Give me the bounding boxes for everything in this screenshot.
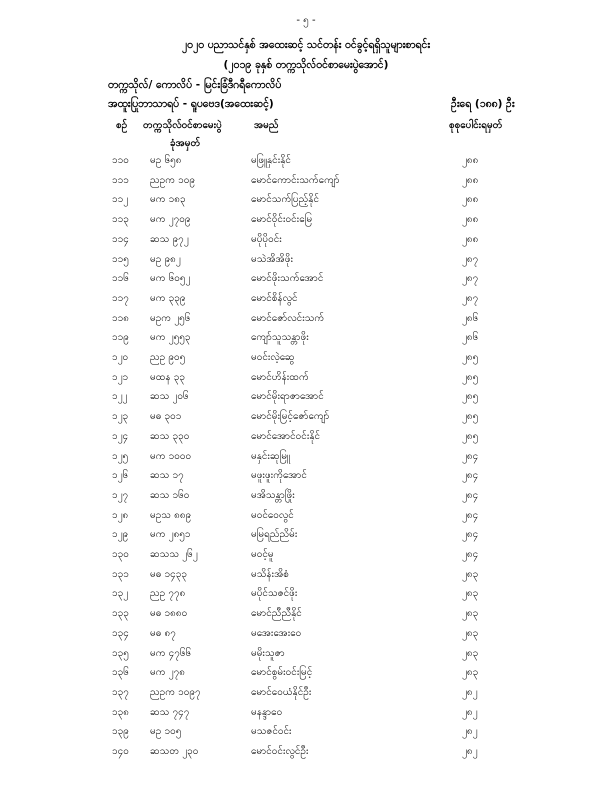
table-row xyxy=(0,604,612,624)
table-row xyxy=(0,663,612,683)
student-name: မောင်ညီညီနိုင် xyxy=(251,608,302,620)
table-row xyxy=(0,269,612,289)
row-number: ၁၂၁ xyxy=(112,371,129,383)
table-row xyxy=(0,151,612,171)
total-score: ၂၈၆ xyxy=(462,332,479,344)
row-number: ၁၂၈ xyxy=(112,509,129,521)
table-row xyxy=(0,210,612,230)
student-name: မောင်ဝေယံနိုင်ဦး xyxy=(251,686,312,698)
student-name: မနန္ဒာဝေ xyxy=(251,706,283,718)
roll-number: ဆသ ၁၇ xyxy=(150,470,184,482)
student-name: မအိသန္တာဖြိုး xyxy=(251,489,295,501)
student-name: မမိုးသူဇာ xyxy=(251,647,285,659)
student-name: မောင်အောင်ဝင်းနိုင် xyxy=(251,430,321,442)
row-number: ၁၃၅ xyxy=(112,647,129,659)
table-row xyxy=(0,486,612,506)
total-score: ၂၈၇ xyxy=(462,273,479,285)
student-name: မပိုင်သဇင်ဖိုး xyxy=(251,588,298,600)
student-name: မအေးအေးဝေ xyxy=(251,627,302,639)
student-name: မသဇင်ဝင်း xyxy=(251,726,292,738)
student-name: မဖူးဖူးကိုအောင် xyxy=(251,470,307,482)
row-number: ၁၃၀ xyxy=(112,549,129,560)
student-name: မသဲအိအိဖိုး xyxy=(251,253,293,265)
total-score: ၂၈၄ xyxy=(462,529,479,541)
roll-number: ဆသ ၇၄၇ xyxy=(150,706,190,718)
roll-number: ဆသ ၂၀၆ xyxy=(150,391,189,403)
student-name: မောင်သက်ပြည့်နိုင် xyxy=(251,194,320,206)
column-header-roll-number-line2: ခုံအမှတ် xyxy=(170,138,201,149)
document-title: ၂၀၂၀ ပညာသင်နှစ် အထေးဆင့် သင်တန်း ဝင်ခွင့်ရရှိသူများစာရင်း xyxy=(182,39,430,51)
total-score: ၂၈၄ xyxy=(462,549,479,560)
college-label: တက္ကသိုလ်/ ကောလိပ် - မြင်းခြံဒီဂရီကောလိပ် xyxy=(108,79,282,91)
student-name: မောင်စိန်လွင် xyxy=(251,292,298,304)
total-score: ၂၈၂ xyxy=(462,686,478,698)
table-row xyxy=(0,624,612,644)
student-name: မနှင်းဆုမြူ xyxy=(251,450,290,462)
row-number: ၁၁၂ xyxy=(112,194,129,206)
roll-number: မဓ ၈၇ xyxy=(150,627,176,639)
row-number: ၁၂၆ xyxy=(112,470,129,482)
roll-number: မဓ ၁၈၈၀ xyxy=(150,608,188,620)
row-number: ၁၁၄ xyxy=(112,233,129,245)
row-number: ၁၃၇ xyxy=(112,686,129,698)
roll-number: မက ၂၇၀၉ xyxy=(150,214,191,226)
table-row xyxy=(0,584,612,604)
roll-number: မဥက ၂၅၆ xyxy=(150,312,191,324)
table-row xyxy=(0,387,612,407)
table-row xyxy=(0,545,612,565)
table-row xyxy=(0,309,612,329)
student-name: မောင်ကောင်းသက်ကျော် xyxy=(251,174,340,186)
total-score: ၂၈၆ xyxy=(462,312,479,324)
results-table xyxy=(0,151,612,763)
total-score: ၂၈၄ xyxy=(462,470,479,482)
roll-number: ဆသတ ၂၃၀ xyxy=(150,746,199,757)
total-score: ၂၈၂ xyxy=(462,706,478,718)
total-score: ၂၈၈ xyxy=(462,155,479,166)
student-name: မသိန်းအိစံ xyxy=(251,568,289,580)
roll-number: မက ၆၀၅၂ xyxy=(150,273,191,285)
row-number: ၁၂၇ xyxy=(112,489,129,501)
row-number: ၁၂၄ xyxy=(112,430,129,442)
student-name: မဝင်းလဲ့ဆွေ xyxy=(251,352,295,363)
row-number: ၁၂၅ xyxy=(112,450,129,462)
page-number: - ၅ - xyxy=(296,15,316,26)
table-row xyxy=(0,722,612,742)
table-row xyxy=(0,644,612,664)
column-header-roll-number: တက္ကသိုလ်ဝင်စာမေးပွဲ xyxy=(143,120,222,131)
total-score: ၂၈၈ xyxy=(462,214,479,226)
table-row xyxy=(0,565,612,585)
roll-number: ဆသ ၁၆၀ xyxy=(150,489,190,501)
roll-number: မဓ ၃၀၁ xyxy=(150,411,182,423)
roll-number: မဥ ၉၈၂ xyxy=(150,253,181,265)
row-number: ၁၁၃ xyxy=(112,214,129,226)
table-row xyxy=(0,703,612,723)
row-number: ၁၃၆ xyxy=(112,667,129,679)
roll-number: ဆသသ ၂၆၂ xyxy=(150,549,198,560)
row-number: ၁၃၃ xyxy=(112,608,129,620)
total-score: ၂၈၃ xyxy=(462,667,479,679)
student-count-label: ဦးရေ (၁၈၈) ဦး xyxy=(451,98,515,110)
row-number: ၁၂၂ xyxy=(112,391,128,403)
table-row xyxy=(0,506,612,526)
table-row xyxy=(0,348,612,368)
student-name: မဝင်ဝေလွင် xyxy=(251,509,294,521)
table-row xyxy=(0,525,612,545)
total-score: ၂၈၅ xyxy=(462,371,479,383)
student-name: မမြရည်ညိမ်း xyxy=(251,529,298,541)
column-header-name: အမည် xyxy=(254,120,279,131)
roll-number: မက ၃၃၉ xyxy=(150,292,186,304)
row-number: ၁၁၆ xyxy=(112,273,129,285)
total-score: ၂၈၃ xyxy=(462,588,479,600)
table-row xyxy=(0,742,612,762)
table-row xyxy=(0,250,612,270)
roll-number: မဥ ၁၀၅ xyxy=(150,726,182,738)
total-score: ၂၈၈ xyxy=(462,174,479,186)
row-number: ၁၁၇ xyxy=(112,292,129,304)
table-row xyxy=(0,683,612,703)
total-score: ၂၈၄ xyxy=(462,489,479,501)
roll-number: မဥ ၆၅၈ xyxy=(150,155,182,166)
student-name: မောင်မိုးမြင့်ဇော်ကျော် xyxy=(251,411,330,423)
row-number: ၁၂၉ xyxy=(112,529,129,541)
roll-number: ညဥ ၉၀၅ xyxy=(150,352,186,363)
total-score: ၂၈၄ xyxy=(462,450,479,462)
table-row xyxy=(0,407,612,427)
row-number: ၁၁၅ xyxy=(112,253,129,265)
roll-number: ညဥက ၁၀၉၇ xyxy=(150,686,201,698)
table-row xyxy=(0,368,612,388)
roll-number: မက ၁၀၀၀ xyxy=(150,450,192,462)
student-name: မောင်ဇော်လင်းသက် xyxy=(251,312,325,324)
total-score: ၂၈၃ xyxy=(462,608,479,620)
row-number: ၁၃၂ xyxy=(112,588,129,600)
row-number: ၁၁၉ xyxy=(112,332,129,344)
row-number: ၁၁၀ xyxy=(112,155,129,166)
roll-number: ဆသ ၃၃၀ xyxy=(150,430,190,442)
total-score: ၂၈၇ xyxy=(462,292,479,304)
roll-number: မက ၂၈၅၁ xyxy=(150,529,191,541)
column-header-total-score: စုစုပေါင်းရမှတ် xyxy=(449,120,503,131)
row-number: ၁၃၉ xyxy=(112,726,129,738)
total-score: ၂၈၃ xyxy=(462,647,479,659)
student-name: မဖြူနှင်းနိုင် xyxy=(251,155,291,166)
roll-number: မက ၂၇၈ xyxy=(150,667,185,679)
student-name: မပိုပိုဝင်း xyxy=(251,233,282,245)
row-number: ၁၂၀ xyxy=(112,352,129,363)
total-score: ၂၈၂ xyxy=(462,746,478,757)
table-row xyxy=(0,190,612,210)
table-row xyxy=(0,230,612,250)
document-subtitle: (၂၀၁၉ ခုနှစ် တက္ကသိုလ်ဝင်စာမေးပွဲအောင်) xyxy=(223,59,389,71)
column-header-number: စဉ် xyxy=(116,120,128,131)
major-label: အထူးပြုဘာသာရပ် - ရူပဗေဒ(အထေးဆင့်) xyxy=(108,98,274,110)
roll-number: မက ၁၈၃ xyxy=(150,194,186,206)
roll-number: မဓ ၁၄၃၃ xyxy=(150,568,188,580)
row-number: ၁၄၀ xyxy=(112,746,129,757)
roll-number: မဥသ ၈၈၉ xyxy=(150,509,192,521)
student-name: မောင်ဟိန်းထက် xyxy=(251,371,309,383)
total-score: ၂၈၅ xyxy=(462,391,479,403)
total-score: ၂၈၅ xyxy=(462,411,479,423)
row-number: ၁၁၁ xyxy=(112,174,129,186)
table-row xyxy=(0,289,612,309)
table-row xyxy=(0,466,612,486)
total-score: ၂၈၅ xyxy=(462,430,479,442)
table-row xyxy=(0,427,612,447)
total-score: ၂၈၅ xyxy=(462,352,479,363)
row-number: ၁၃၄ xyxy=(112,627,129,639)
row-number: ၁၂၃ xyxy=(112,411,129,423)
row-number: ၁၃၈ xyxy=(112,706,129,718)
row-number: ၁၁၈ xyxy=(112,312,129,324)
roll-number: မက ၂၅၅၃ xyxy=(150,332,191,344)
total-score: ၂၈၈ xyxy=(462,194,479,206)
table-row xyxy=(0,447,612,467)
roll-number: မက ၄၇၆၆ xyxy=(150,647,192,659)
student-name: မောင်ဝိုင်းဝင်းမြေ xyxy=(251,214,313,226)
table-row xyxy=(0,328,612,348)
student-name: မောင်ဖိုးသက်အောင် xyxy=(251,273,324,285)
student-name: မောင်ဝင်းလွင်ဦး xyxy=(251,746,309,757)
roll-number: ညဥ ၇၇၈ xyxy=(150,588,186,600)
student-name: မဝင့်မူ xyxy=(251,549,274,560)
total-score: ၂၈၃ xyxy=(462,627,479,639)
roll-number: မထန ၃၃ xyxy=(150,371,185,383)
total-score: ၂၈၈ xyxy=(462,233,479,245)
roll-number: ဆသ ၉၇၂ xyxy=(150,233,189,245)
total-score: ၂၈၇ xyxy=(462,253,479,265)
student-name: မောင်စွမ်းဝင်းမြင့် xyxy=(251,667,313,679)
table-row xyxy=(0,171,612,191)
total-score: ၂၈၃ xyxy=(462,568,479,580)
student-name: မောင်မိုးရာဇာအောင် xyxy=(251,391,324,403)
row-number: ၁၃၁ xyxy=(112,568,129,580)
total-score: ၂၈၂ xyxy=(462,726,478,738)
total-score: ၂၈၄ xyxy=(462,509,479,521)
student-name: ကျော်သူသန္တာဖိုး xyxy=(251,332,309,344)
roll-number: ညဥက ၁၀၉ xyxy=(150,174,196,186)
